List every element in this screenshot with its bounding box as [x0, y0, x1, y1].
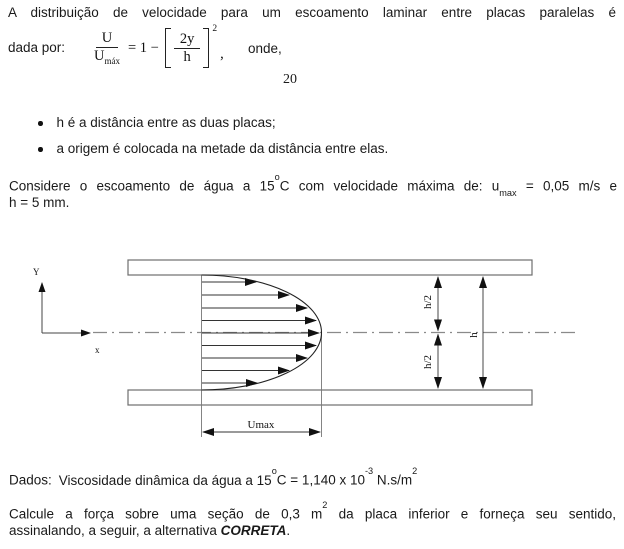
- umax-subscript: max: [499, 188, 517, 199]
- page-number: 20: [283, 72, 297, 87]
- exponent-superscript: 2: [412, 466, 418, 477]
- equation-comma: ,: [220, 46, 224, 62]
- considere-paragraph-line2: h = 5 mm.: [9, 195, 70, 210]
- exponent-superscript: -3: [364, 466, 374, 477]
- equation-equals: = 1 −: [127, 39, 159, 56]
- list-item: [38, 141, 598, 156]
- calcule-paragraph-line2: assinalando, a seguir, a alternativa CORRETA.: [9, 523, 291, 538]
- exponent-superscript: 2: [322, 500, 328, 511]
- intro-text: A distribuição de velocidade para um escoamento laminar entre placas paralelas é: [8, 5, 616, 20]
- dada-por-label: dada por:: [8, 40, 66, 55]
- equation-exponent: 2: [212, 24, 218, 34]
- dados-label: Dados:: [9, 472, 52, 488]
- degree-superscript: o: [274, 172, 280, 183]
- umax-label: Umax: [247, 419, 275, 431]
- y-axis-label: Y: [33, 267, 40, 277]
- equation-denominator: $U_{máx}$: [94, 47, 120, 66]
- equation-denominator-subscript: máx: [104, 55, 120, 66]
- bullet-icon: [38, 147, 43, 152]
- bullet-icon: [38, 121, 43, 126]
- equation-main-fraction: [92, 30, 122, 66]
- x-axis-label: x: [95, 345, 100, 355]
- velocity-equation: [92, 24, 224, 69]
- h-label: h: [468, 332, 480, 338]
- flow-diagram: [0, 245, 624, 445]
- right-bracket: [203, 28, 209, 68]
- bullet-text: a origem é colocada na metade da distância entre elas.: [56, 141, 389, 156]
- upper-plate: [128, 260, 532, 275]
- correta-emphasis: CORRETA: [220, 523, 287, 538]
- bullet-list: [38, 115, 598, 167]
- h-half-lower-label: h/2: [422, 354, 434, 370]
- equation-inner-fraction: $\frac{2y}{h}$: [174, 31, 201, 65]
- h-half-upper-label: h/2: [422, 294, 434, 310]
- bullet-text: h é a distância entre as duas placas;: [56, 115, 276, 130]
- left-bracket: [165, 28, 171, 68]
- calcule-paragraph-line1: Calcule a força sobre uma seção de 0,3 $m^2$ da placa inferior e forneça seu sentido,: [9, 500, 616, 522]
- lower-plate: [128, 390, 532, 405]
- equation-numerator: U: [96, 30, 118, 48]
- onde-label: onde,: [248, 41, 282, 56]
- considere-paragraph-line1: Considere o escoamento de água a 15$^o$C com velocidade máxima de: $u_{max} = 0,05$ m/s e: [9, 172, 617, 199]
- degree-superscript: o: [271, 466, 277, 477]
- list-item: [38, 115, 598, 130]
- intro-paragraph-line1: [8, 5, 616, 20]
- dados-line: Dados: Viscosidade dinâmica da água a $15^oC = 1,140$ x $10^{-3}$ $N.s/m^2$: [9, 466, 418, 488]
